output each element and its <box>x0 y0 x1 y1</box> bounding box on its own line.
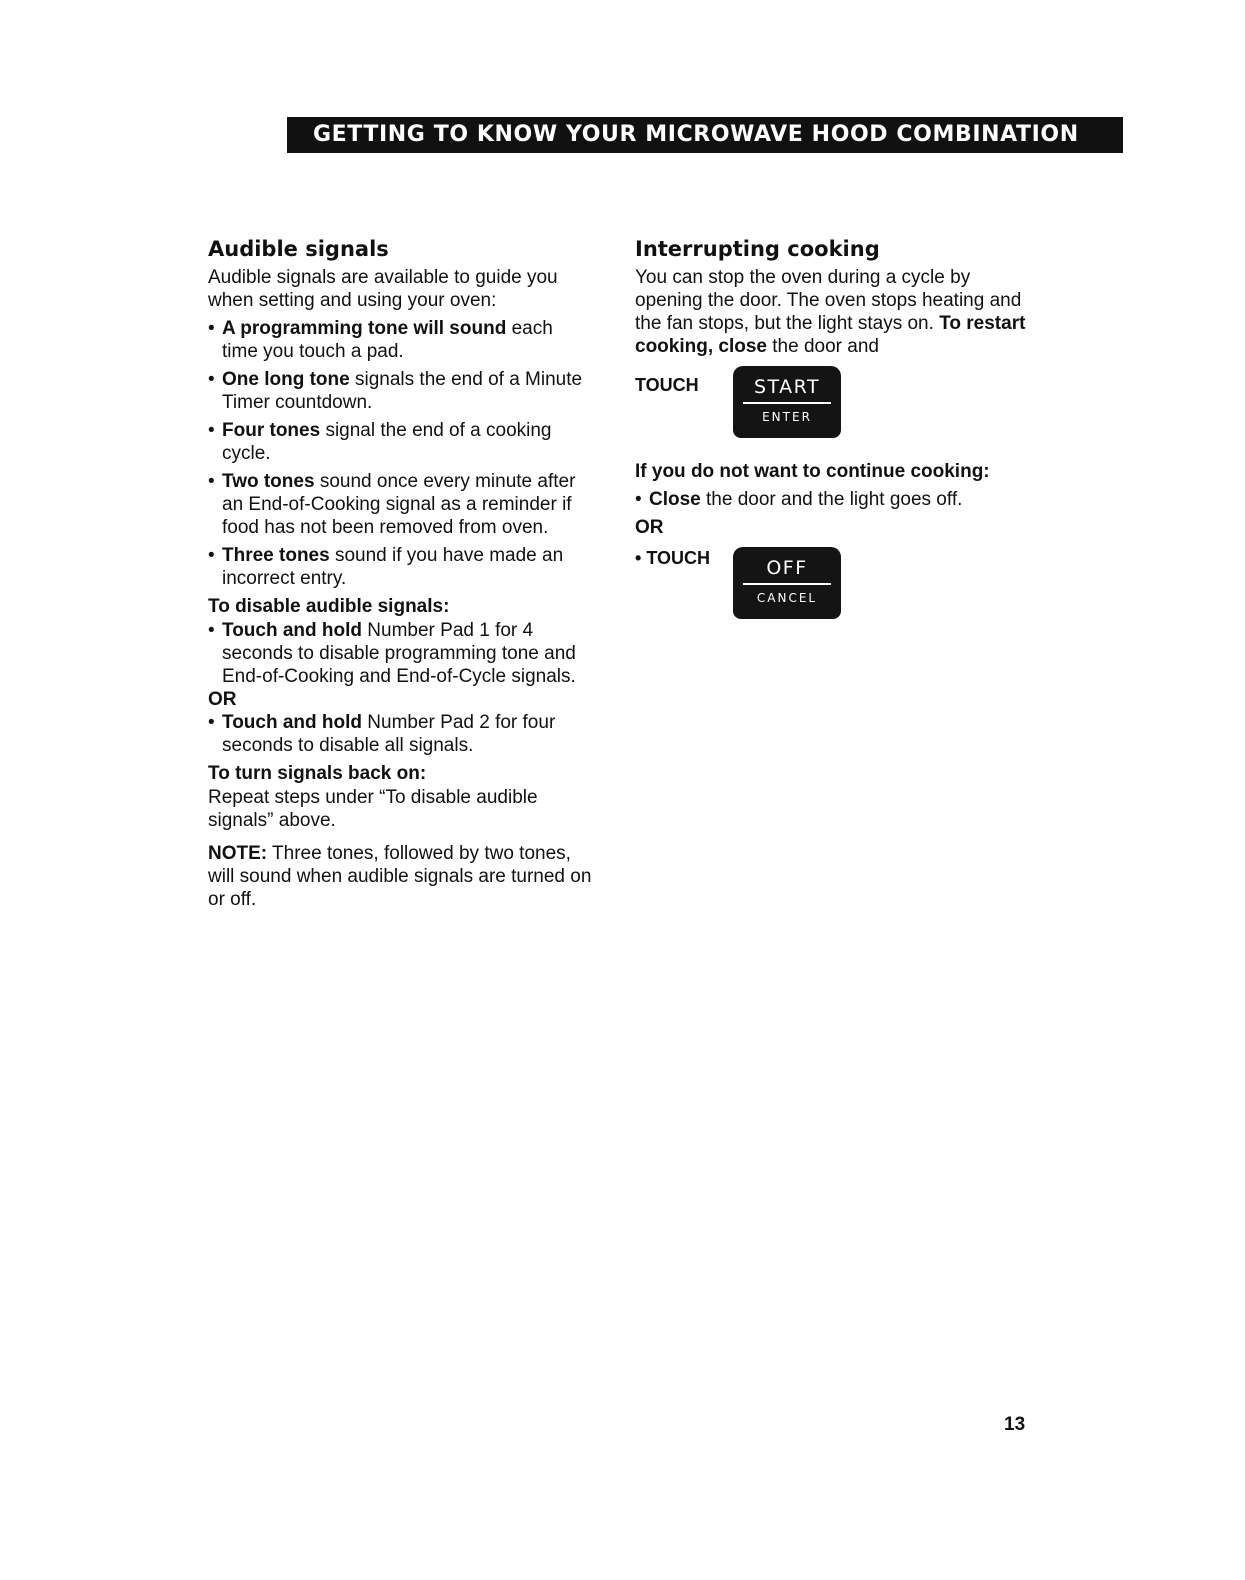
enter-pad-label: ENTER <box>762 410 812 424</box>
audible-signals-section <box>208 236 593 916</box>
list-item <box>208 368 593 414</box>
bullet-icon: • <box>208 545 215 566</box>
page-number: 13 <box>1004 1414 1026 1435</box>
off-pad-label: OFF <box>766 557 808 579</box>
signals-back-on-text: Repeat steps under “To disable audible signals” above. <box>208 787 538 831</box>
disable-signals-heading: To disable audible signals: <box>208 596 450 617</box>
bullet-bold: Touch and hold <box>222 712 363 733</box>
bullet-bold: Three tones <box>222 545 330 566</box>
note <box>208 842 593 911</box>
bullet-icon: • <box>208 420 215 441</box>
interrupting-cooking-heading: Interrupting cooking <box>635 237 880 261</box>
bullet-icon: • <box>635 548 647 568</box>
bullet-text: signal the end of a cooking cycle. <box>222 420 552 464</box>
bullet-text: each time you touch a pad. <box>222 318 553 362</box>
touch-off-row <box>635 547 1035 627</box>
bullet-bold: Touch and hold <box>222 620 363 641</box>
signals-back-on-heading: To turn signals back on: <box>208 763 427 784</box>
page-header-bar <box>287 117 1123 153</box>
list-item <box>635 488 1035 511</box>
bullet-text: signals the end of a Minute Timer countdown. <box>222 369 583 413</box>
touch-label-2 <box>635 547 710 570</box>
bullet-bold: Close <box>649 489 701 510</box>
not-continue-heading: If you do not want to continue cooking: <box>635 461 990 482</box>
interrupting-cooking-section <box>635 236 1035 641</box>
header-title: GETTING TO KNOW YOUR MICROWAVE HOOD COMBINATION <box>313 122 1079 147</box>
list-item <box>208 711 593 757</box>
bullet-icon: • <box>208 712 215 733</box>
bullet-text: sound once every minute after an End-of-Cooking signal as a reminder if food has not been removed from oven. <box>222 471 576 538</box>
start-enter-pad[interactable] <box>733 366 841 438</box>
note-text: Three tones, followed by two tones, will sound when audible signals are turned on or off. <box>208 843 592 910</box>
bullet-text: Number Pad 1 for 4 seconds to disable programming tone and End-of-Cooking and End-of-Cycle signals. <box>222 620 576 687</box>
bullet-icon: • <box>208 471 215 492</box>
bullet-text: Number Pad 2 for four seconds to disable all signals. <box>222 712 556 756</box>
pad-divider <box>743 583 831 585</box>
bullet-icon: • <box>635 489 642 510</box>
bullet-bold: A programming tone will sound <box>222 318 507 339</box>
touch-start-row <box>635 366 1035 446</box>
bullet-text: the door and the light goes off. <box>700 489 963 510</box>
interrupt-intro-end: the door and <box>766 336 879 357</box>
bullet-bold: Two tones <box>222 471 315 492</box>
list-item <box>208 619 593 688</box>
cancel-pad-label: CANCEL <box>756 591 818 605</box>
audible-signals-heading: Audible signals <box>208 237 389 261</box>
list-item <box>208 317 593 363</box>
interrupt-intro-bold: To restart cooking, close <box>635 313 1026 357</box>
audible-intro: Audible signals are available to guide you when setting and using your oven: <box>208 267 558 311</box>
bullet-icon: • <box>208 318 215 339</box>
list-item <box>208 470 593 539</box>
bullet-bold: Four tones <box>222 420 321 441</box>
start-pad-label: START <box>753 376 821 398</box>
bullet-text: sound if you have made an incorrect entry. <box>222 545 564 589</box>
touch-label: TOUCH <box>635 375 699 395</box>
touch-label-text: TOUCH <box>646 548 710 568</box>
pad-divider <box>743 402 831 404</box>
or-label: OR <box>635 517 664 538</box>
off-cancel-pad[interactable] <box>733 547 841 619</box>
bullet-icon: • <box>208 620 215 641</box>
interrupt-intro <box>635 266 1035 358</box>
interrupt-intro-text: You can stop the oven during a cycle by opening the door. The oven stops heating and the fan stops, but the light stays on. <box>635 267 1022 334</box>
list-item <box>208 544 593 590</box>
or-label: OR <box>208 689 237 710</box>
bullet-icon: • <box>208 369 215 390</box>
note-label: NOTE: <box>208 843 268 864</box>
list-item <box>208 419 593 465</box>
bullet-bold: One long tone <box>222 369 350 390</box>
